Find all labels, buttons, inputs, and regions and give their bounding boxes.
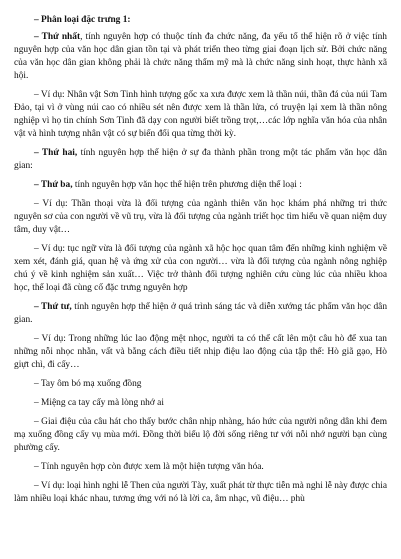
paragraph-5-text: – Ví dụ: Thần thoại vừa là đối tượng của ngành thiên văn học khám phá những tri thức nguyên sơ của con người về vũ trụ, vừa là đối tượng của ngành triết học tìm hiểu về quan niệm duy tâm, duy vật… [14,199,387,235]
paragraph-3-text: tính nguyên hợp thể hiện ở sự đa thành phần trong một tác phẩm văn học dân gian: [14,148,387,171]
verse-line-1: – Tay ôm bó mạ xuống đồng [34,379,142,389]
paragraph-5 [14,198,387,237]
paragraph-4-text: tính nguyên hợp văn học thể hiện trên phương diện thể loại : [72,180,302,190]
paragraph-1 [14,31,387,83]
paragraph-7 [14,301,387,327]
paragraph-7-text: tính nguyên hợp thể hiện ở quá trình sáng tác và diễn xướng tác phẩm văn học dân gian. [14,302,388,325]
paragraph-3 [14,147,387,173]
paragraph-8 [14,333,387,372]
paragraph-2-text: – Ví dụ: Nhân vật Sơn Tinh hình tượng gốc xa xưa được xem là thần núi, thần đá của núi Tam Đảo, tại vì ở vùng núi cao có nhiều sét nên được xem là thần lửa, có truyện lại xem là thần nông nghiệp vì họ tin chính Sơn Tinh đã dạy con người biết trồng trọt,…các lớp nghĩa văn hóa của nhân vật và hình tượng nhân vật có sự biến đổi qua từng thời kỳ. [14,90,387,139]
paragraph-9: – Giai điệu của câu hát cho thấy bước chân nhịp nhàng, háo hức của người nông dân khi đem mạ xuống đồng cấy vụ mùa mới. Đồng thời biểu lộ đời sống riêng tư với nỗi nhớ người bạn cùng phường cấy. [14,417,387,453]
verse-line-2: – Miệng ca tay cấy mà lòng nhớ ai [34,398,164,408]
paragraph-7-lead: – Thứ tư, [34,302,72,312]
paragraph-11: – Ví dụ: loại hình nghi lễ Then của người Tày, xuất phát từ thực tiễn mà nghi lễ này được chia làm nhiều loại khác nhau, tương ứng với nó là lời ca, âm nhạc, vũ điệu… phù [14,481,387,504]
paragraph-4 [14,179,387,192]
paragraph-1-lead: – Thứ nhất [34,32,81,42]
paragraph-8-text: – Ví dụ: Trong những lúc lao động mệt nhọc, người ta có thể cất lên một câu hò để xua tan những nỗi nhọc nhằn, vất và bằng cách điều tiết nhịp điệu lao động của tập thể: Hò giã gạo, Hò giựt chì, đi cấy… [14,334,387,370]
paragraph-3-lead: – Thứ hai, [34,148,78,158]
paragraph-6-text: – Ví dụ: tục ngữ vừa là đối tượng của ngành xã hộc học quan tâm đến những kinh nghiệm về xem xét, đánh giá, quan hệ và ứng xử của con người… vừa là đối tượng của ngành nông nghiệp chú ý về kinh nghiệm sản xuất… Việc trở thành đối tượng nghiên cứu cùng lúc của nhiều khoa học, thể loại đã cùng cố đặc trưng nguyên hợp [14,244,387,293]
section-heading: – Phân loại đặc trưng 1: [34,15,131,25]
paragraph-4-lead: – Thứ ba, [34,180,73,190]
paragraph-2 [14,89,387,141]
paragraph-10: – Tính nguyên hợp còn được xem là một hiện tượng văn hóa. [34,462,264,472]
paragraph-6 [14,243,387,295]
paragraph-1-text: , tính nguyên hợp có thuộc tính đa chức năng, đa yếu tố thể hiện rõ ở việc tính nguyên hợp của văn học dân gian tồn tại và phát triển theo từng giai đoạn lịch sử. Bởi chức năng của văn học dân gian không phải là chức năng thẩm mỹ mà là chức năng sinh hoạt, thực hành xã hội. [14,32,387,81]
